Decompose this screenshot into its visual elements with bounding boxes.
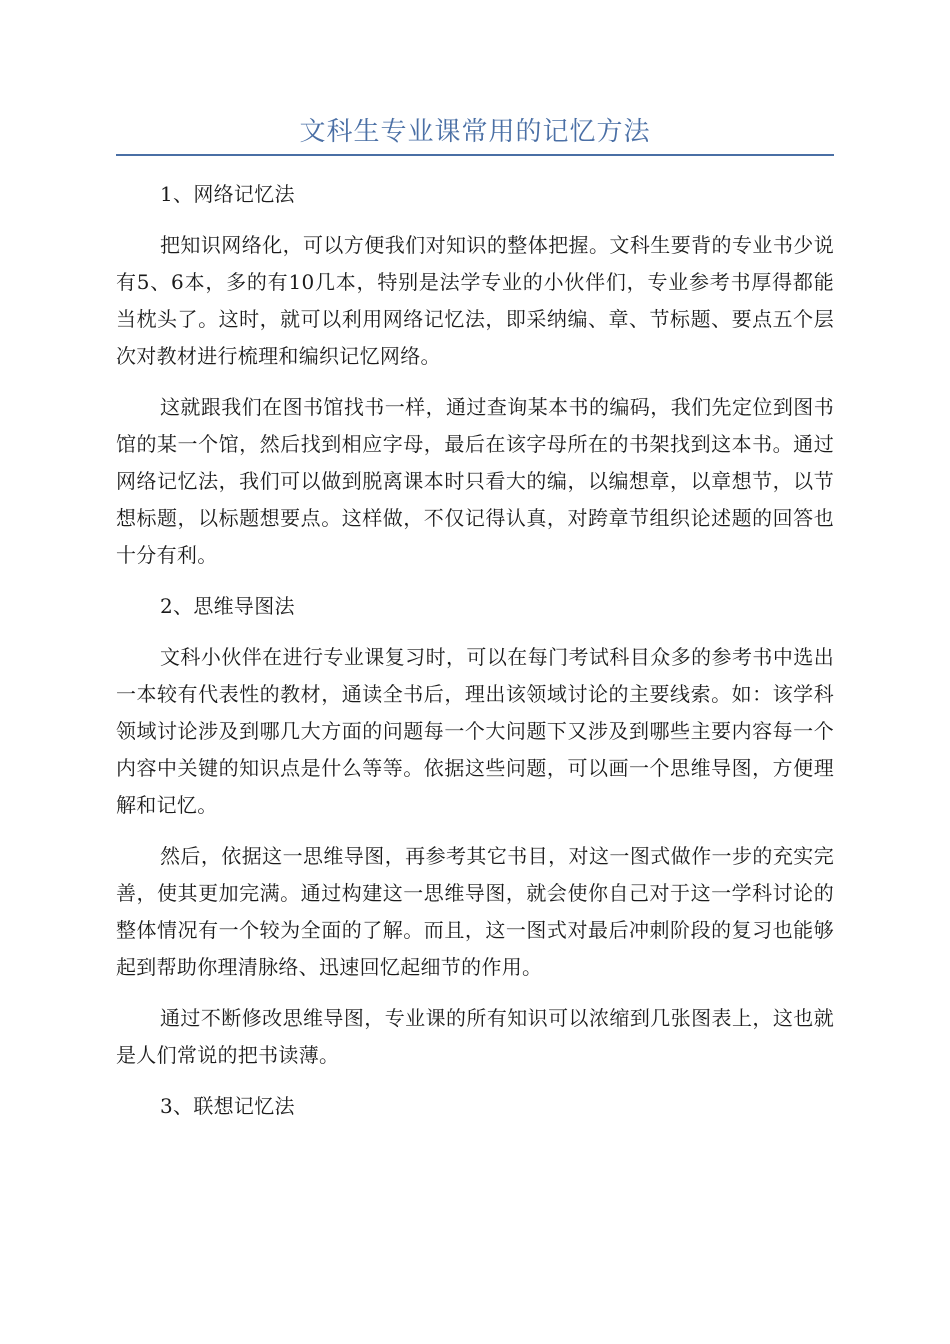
paragraph: 通过不断修改思维导图，专业课的所有知识可以浓缩到几张图表上，这也就是人们常说的把书读薄。 [116, 1006, 834, 1067]
paragraph: 这就跟我们在图书馆找书一样，通过查询某本书的编码，我们先定位到图书馆的某一个馆，然后找到相应字母，最后在该字母所在的书架找到这本书。通过网络记忆法，我们可以做到脱离课本时只看大的编，以编想章，以章想节，以节想标题，以标题想要点。这样做，不仅记得认真，对跨章节组织论述题的回答也十分有利。 [116, 395, 834, 567]
section-heading: 2、思维导图法 [160, 594, 295, 618]
section-heading: 1、网络记忆法 [160, 182, 295, 206]
paragraph: 然后，依据这一思维导图，再参考其它书目，对这一图式做作一步的充实完善，使其更加完满。通过构建这一思维导图，就会使你自己对于这一学科讨论的整体情况有一个较为全面的了解。而且，这一图式对最后冲刺阶段的复习也能够起到帮助你理清脉络、迅速回忆起细节的作用。 [116, 844, 834, 979]
document-title: 文科生专业课常用的记忆方法 [299, 117, 651, 147]
paragraph: 文科小伙伴在进行专业课复习时，可以在每门考试科目众多的参考书中选出一本较有代表性的教材，通读全书后，理出该领域讨论的主要线索。如：该学科领域讨论涉及到哪几大方面的问题每一个大问题下又涉及到哪些主要内容每一个内容中关键的知识点是什么等等。依据这些问题，可以画一个思维导图，方便理解和记忆。 [116, 645, 834, 817]
paragraph: 把知识网络化，可以方便我们对知识的整体把握。文科生要背的专业书少说有5、6本，多的有10几本，特别是法学专业的小伙伴们，专业参考书厚得都能当枕头了。这时，就可以利用网络记忆法，即采纳编、章、节标题、要点五个层次对教材进行梳理和编织记忆网络。 [116, 233, 834, 368]
document-body [116, 176, 834, 1139]
section-heading: 3、联想记忆法 [160, 1094, 295, 1118]
title-underline [116, 154, 834, 156]
